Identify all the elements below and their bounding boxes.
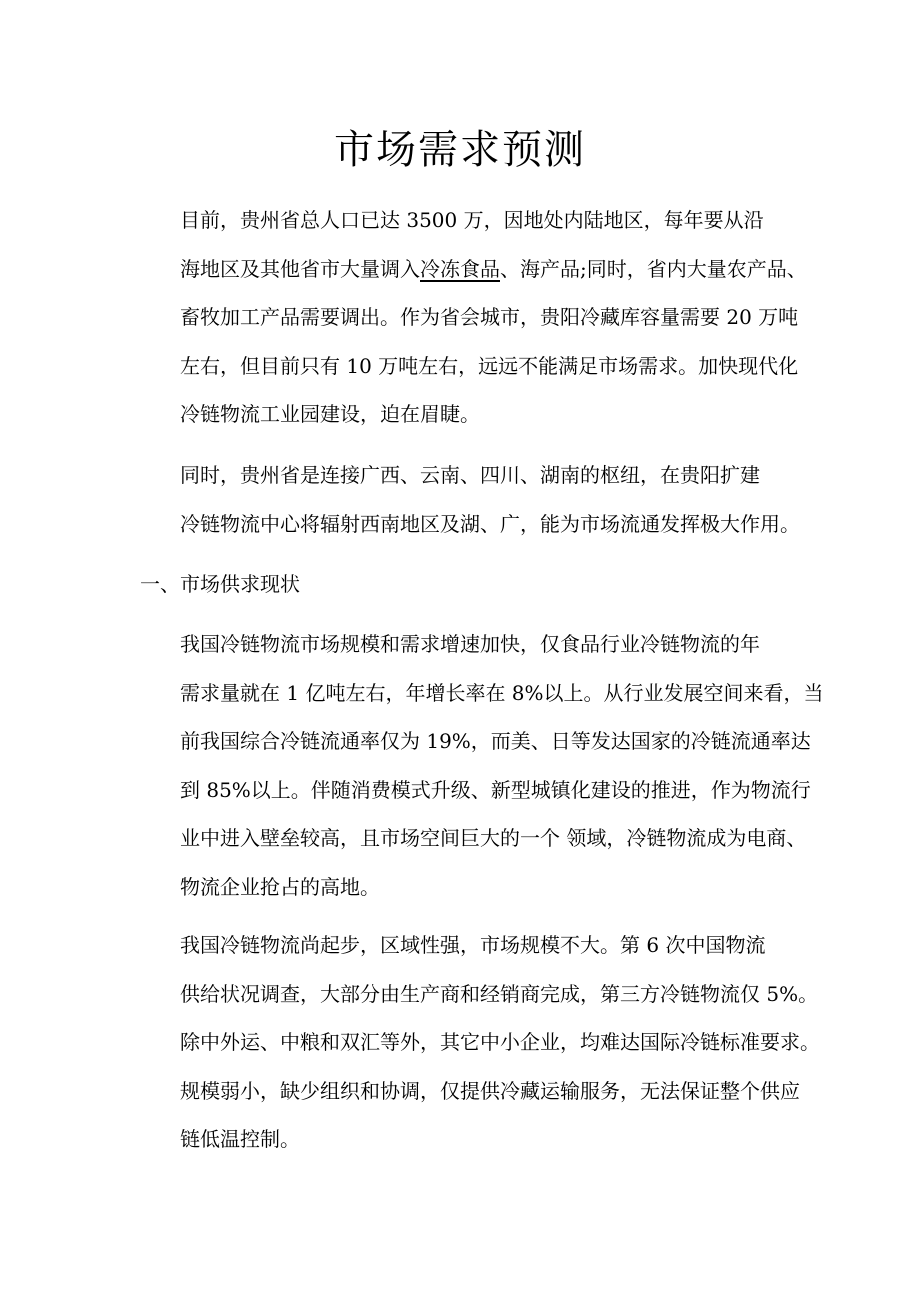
text-line: 畜牧加工产品需要调出。作为省会城市，贵阳冷藏库容量需要 20 万吨 <box>180 305 799 330</box>
text-line: 前我国综合冷链流通率仅为 19%，而美、日等发达国家的冷链流通率达 <box>180 729 811 754</box>
text-line: 左右，但目前只有 10 万吨左右，远远不能满足市场需求。加快现代化 <box>180 353 799 378</box>
paragraph-population <box>140 196 807 439</box>
text-line: 同时，贵州省是连接广西、云南、四川、湖南的枢纽，在贵阳扩建 <box>180 463 760 487</box>
text-line: 物流企业抢占的高地。 <box>180 874 380 899</box>
text-segment: 、海产品;同时，省内大量农产品、 <box>500 256 807 281</box>
text-line: 供给状况调查，大部分由生产商和经销商完成，第三方冷链物流仅 5%。 <box>180 981 819 1006</box>
text-line: 除中外运、中粮和双汇等外，其它中小企业，均难达国际冷链标准要求。 <box>180 1030 820 1055</box>
paragraph-industry-status <box>140 921 820 1164</box>
text-line: 业中进入壁垒较高，且市场空间巨大的一个 领域，冷链物流成为电商、 <box>180 826 807 851</box>
text-line: 冷链物流工业园建设，迫在眉睫。 <box>180 402 480 427</box>
text-line: 目前，贵州省总人口已达 3500 万，因地处内陆地区，每年要从沿 <box>180 208 764 232</box>
text-line: 规模弱小，缺少组织和协调，仅提供冷藏运输服务，无法保证整个供应 <box>180 1078 800 1103</box>
frozen-food-link[interactable]: 冷冻食品 <box>420 256 500 281</box>
text-line: 链低温控制。 <box>180 1127 300 1152</box>
text-line <box>140 245 807 294</box>
text-line: 我国冷链物流市场规模和需求增速加快，仅食品行业冷链物流的年 <box>180 632 760 656</box>
paragraph-market-scale <box>140 620 824 912</box>
text-line: 到 85%以上。伴随消费模式升级、新型城镇化建设的推进，作为物流行 <box>180 777 811 802</box>
page-title: 市场需求预测 <box>334 127 586 173</box>
text-line: 我国冷链物流尚起步，区域性强，市场规模不大。第 6 次中国物流 <box>180 933 766 957</box>
text-line: 需求量就在 1 亿吨左右，年增长率在 8%以上。从行业发展空间来看，当 <box>180 680 824 705</box>
text-segment: 海地区及其他省市大量调入 <box>180 256 420 281</box>
section-heading: 一、市场供求现状 <box>140 572 300 596</box>
text-line: 冷链物流中心将辐射西南地区及湖、广，能为市场流通发挥极大作用。 <box>180 511 800 536</box>
paragraph-hub <box>140 451 800 548</box>
